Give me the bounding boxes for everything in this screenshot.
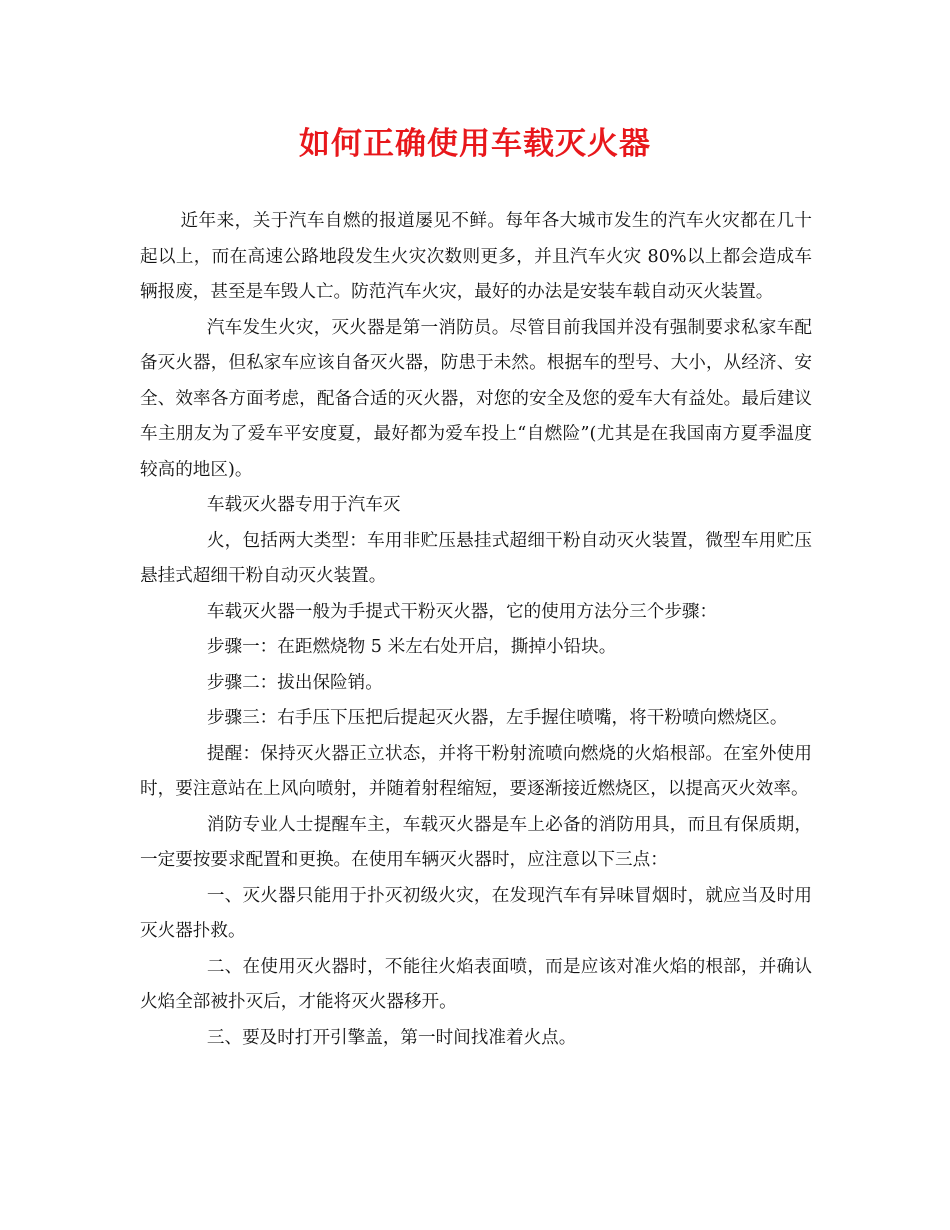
- paragraph-two-types: 火，包括两大类型：车用非贮压悬挂式超细干粉自动灭火装置，微型车用贮压悬挂式超细干粉自动灭火装置。: [140, 530, 812, 586]
- paragraph-step-three: 步骤三：右手压下压把后提起灭火器，左手握住喷嘴，将干粉喷向燃烧区。: [206, 708, 788, 728]
- paragraph-step-two: 步骤二：拔出保险销。: [206, 672, 383, 693]
- paragraph-intro: 近年来，关于汽车自燃的报道屡见不鲜。每年各大城市发生的汽车火灾都在几十起以上，而在高速公路地段发生火灾次数则更多，并且汽车火灾 80%以上都会造成车辆报废，甚至是车毁人亡。防范汽车火灾，最好的办法是安装车载自动灭火装置。: [140, 211, 812, 302]
- paragraph-expert-advice: 消防专业人士提醒车主，车载灭火器是车上必备的消防用具，而且有保质期，一定要按要求配置和更换。在使用车辆灭火器时，应注意以下三点：: [140, 814, 812, 870]
- paragraph-usage-intro: 车载灭火器一般为手提式干粉灭火器，它的使用方法分三个步骤：: [206, 601, 718, 622]
- paragraph-reminder: 提醒：保持灭火器正立状态，并将干粉射流喷向燃烧的火焰根部。在室外使用时，要注意站在上风向喷射，并随着射程缩短，要逐渐接近燃烧区，以提高灭火效率。: [140, 743, 812, 799]
- document-title: 如何正确使用车载灭火器: [299, 126, 651, 162]
- paragraph-extinguisher-role: 汽车发生火灾，灭火器是第一消防员。尽管目前我国并没有强制要求私家车配备灭火器，但私家车应该自备灭火器，防患于未然。根据车的型号、大小，从经济、安全、效率各方面考虑，配备合适的灭火器，对您的安全及您的爱车大有益处。最后建议车主朋友为了爱车平安度夏，最好都为爱车投上“自燃险”(尤其是在我国南方夏季温度较高的地区)。: [140, 317, 812, 480]
- paragraph-dedicated-use: 车载灭火器专用于汽车灭: [206, 495, 401, 515]
- paragraph-step-one: 步骤一：在距燃烧物 5 米左右处开启，撕掉小铅块。: [206, 637, 617, 657]
- document-body: [140, 204, 812, 1056]
- paragraph-point-one: 一、灭火器只能用于扑灭初级火灾，在发现汽车有异味冒烟时，就应当及时用灭火器扑救。: [140, 885, 812, 941]
- paragraph-point-three: 三、要及时打开引擎盖，第一时间找准着火点。: [206, 1027, 577, 1048]
- paragraph-point-two: 二、在使用灭火器时，不能往火焰表面喷，而是应该对准火焰的根部，并确认火焰全部被扑灭后，才能将灭火器移开。: [140, 956, 812, 1012]
